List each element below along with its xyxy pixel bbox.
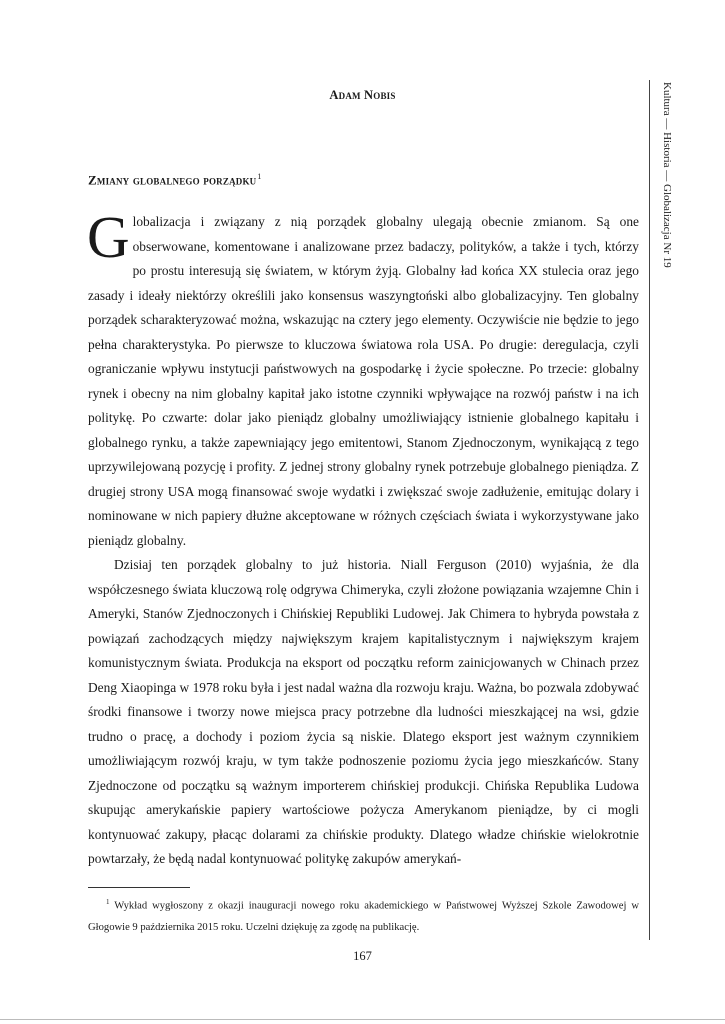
footnote — [88, 892, 639, 938]
footnote-text: Wykład wygłoszony z okazji inauguracji nowego roku akademickiego w Państwowej Wyższej Szkole Zawodowej w Głogowie 9 października 2015 roku. Uczelni dziękuję za zgodę na publikację. — [88, 900, 639, 933]
footnote-divider — [88, 887, 190, 888]
drop-cap: G — [87, 204, 130, 270]
footnote-marker: 1 — [106, 898, 110, 906]
paragraph-1-text: lobalizacja i związany z nią porządek globalny ulegają obecnie zmianom. Są one obserwowane, komentowane i analizowane przez badaczy, polityków, a także i tych, którzy po prostu interesują się światem, w którym żyją. Globalny ład końca XX stulecia oraz jego zasady i ideały niektórzy określili jako konsensus waszyngtoński albo globalizacyjny. Ten globalny porządek scharakteryzować można, wskazując na cztery jego elementy. Oczywiście nie będzie to jego pełna charakterystyka. Po pierwsze to kluczowa światowa rola USA. Po drugie: deregulacja, czyli ograniczanie wpływu instytucji państwowych na gospodarkę i życie społeczne. Po trzecie: globalny rynek i obecny na nim globalny kapitał jako istotne czynniki wpływające na rozwój państw i na ich politykę. Po czwarte: dolar jako pieniądz globalny umożliwiający istnienie globalnego kapitału i globalnego rynku, a także zapewniający jego emitentowi, Stanom Zjednoczonym, wynikającą z tego uprzywilejowaną pozycję i profity. Z jednej strony globalny rynek potrzebuje globalnego pieniądza. Z drugiej strony USA mogą finansować swoje wydatki i zwiększać swoje zadłużenie, emitując dolary i nominowane w nich papiery dłużne akceptowane w różnych częściach świata i wykorzystywane jako pieniądz globalny. — [88, 214, 639, 548]
title-footnote-marker[interactable]: 1 — [257, 172, 262, 181]
bottom-divider — [0, 1019, 725, 1020]
article-body — [87, 204, 639, 872]
paragraph-2: Dzisiaj ten porządek globalny to już historia. Niall Ferguson (2010) wyjaśnia, że dla współczesnego świata kluczową rolę odgrywa Chimeryka, czyli złożone powiązania wzajemne Chin i Ameryki, Stanów Zjednoczonych i Chińskiej Republiki Ludowej. Jak Chimera to hybryda powstała z powiązań zachodzących między największym krajem kapitalistycznym i największym krajem komunistycznym świata. Produkcja na eksport od początku reform zainicjowanych w Chinach przez Deng Xiaopinga w 1978 roku była i jest nadal ważna dla rozwoju kraju. Ważna, bo pozwala zdobywać środki finansowe i tworzy nowe miejsca pracy potrzebne dla ludności mieszkającej na wsi, gdzie trudno o pracę, a dochody i poziom życia są niskie. Dlatego eksport jest ważnym czynnikiem umożliwiającym rozwój kraju, w tym także podnoszenie poziomu życia jego mieszkańców. Stany Zjednoczone od początku są ważnym importerem chińskiej produkcji. Chińska Republika Ludowa skupując amerykańskie papiery wartościowe pożycza Amerykanom pieniądze, by ci mogli kontynuować zakupy, płacąc dolarami za chińskie produkty. Dlatego władze chińskie wielokrotnie powtarzały, że będą nadal kontynuować politykę zakupów amerykań- — [88, 557, 639, 866]
article-title-text: Zmiany globalnego porządku — [88, 172, 257, 188]
page-number: 167 — [353, 949, 372, 963]
author-name: Adam Nobis — [329, 88, 396, 102]
side-divider — [649, 80, 650, 940]
article-title — [88, 172, 262, 188]
running-head: Kultura — Historia — Globalizacja Nr 19 — [661, 82, 673, 268]
paragraph-1 — [87, 204, 639, 553]
